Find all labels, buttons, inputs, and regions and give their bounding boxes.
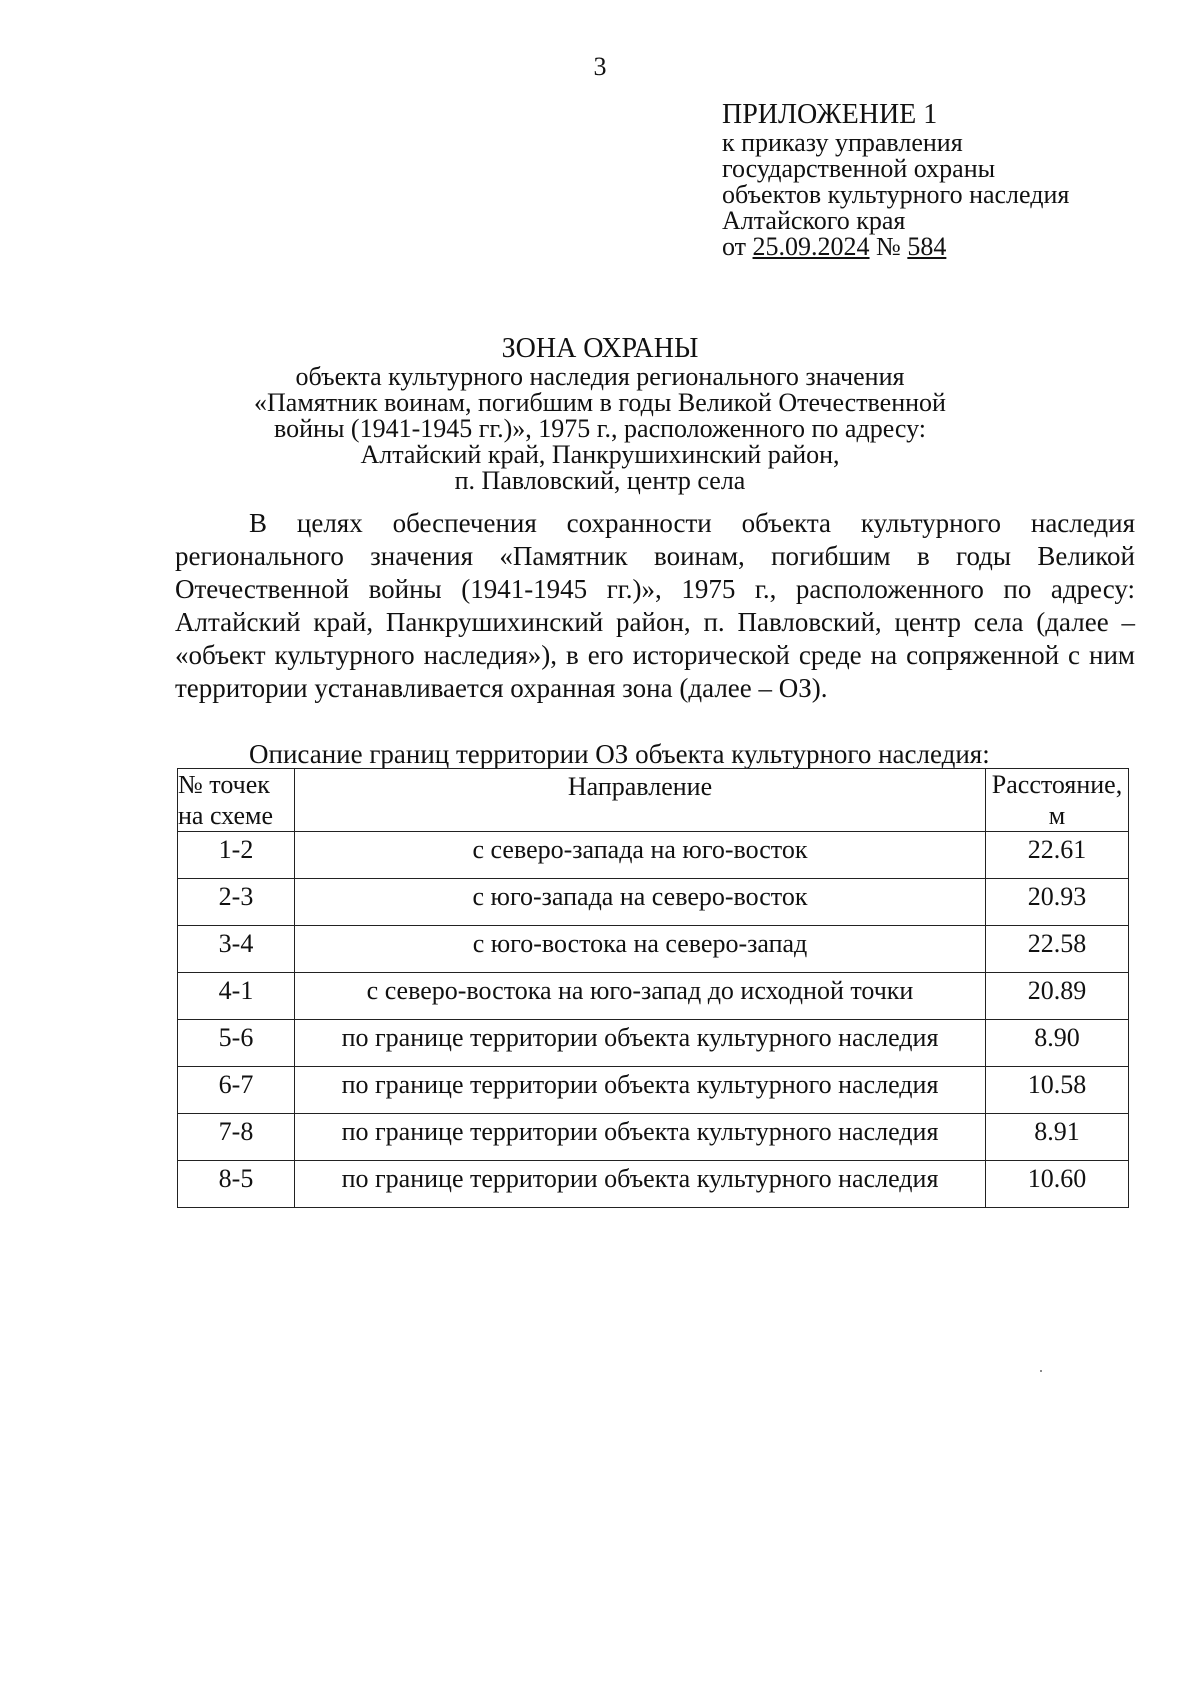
table-caption: Описание границ территории ОЗ объекта культурного наследия: — [249, 739, 990, 769]
order-number: 584 — [907, 232, 947, 261]
appendix-line: государственной охраны — [722, 154, 996, 183]
cell-points: 4-1 — [178, 973, 295, 1020]
document-heading — [0, 334, 1200, 494]
cell-direction: с юго-востока на северо-запад — [295, 926, 986, 973]
page-number: 3 — [593, 52, 607, 81]
cell-points: 1-2 — [178, 832, 295, 879]
appendix-title: ПРИЛОЖЕНИЕ 1 — [722, 99, 938, 130]
cell-direction: с северо-запада на юго-восток — [295, 832, 986, 879]
cell-points: 3-4 — [178, 926, 295, 973]
cell-direction: по границе территории объекта культурного наследия — [295, 1020, 986, 1067]
header-distance-line1: Расстояние, — [991, 770, 1123, 799]
cell-points: 6-7 — [178, 1067, 295, 1114]
date-prefix: от — [722, 232, 747, 261]
header-distance — [986, 769, 1129, 832]
appendix-line: Алтайского края — [722, 206, 906, 235]
table-row — [178, 973, 1129, 1020]
cell-points: 5-6 — [178, 1020, 295, 1067]
cell-distance: 8.90 — [986, 1020, 1129, 1067]
appendix-line: к приказу управления — [722, 128, 963, 157]
cell-distance: 20.89 — [986, 973, 1129, 1020]
order-date: 25.09.2024 — [752, 232, 870, 261]
header-direction: Направление — [295, 769, 986, 832]
scan-speck — [1040, 1370, 1042, 1372]
cell-distance: 10.58 — [986, 1067, 1129, 1114]
cell-direction: по границе территории объекта культурного наследия — [295, 1161, 986, 1208]
cell-points: 2-3 — [178, 879, 295, 926]
table-row — [178, 832, 1129, 879]
appendix-header — [722, 100, 1069, 260]
cell-distance: 22.61 — [986, 832, 1129, 879]
cell-direction: с юго-запада на северо-восток — [295, 879, 986, 926]
cell-direction: с северо-востока на юго-запад до исходной точки — [295, 973, 986, 1020]
table-row — [178, 1114, 1129, 1161]
cell-points: 8-5 — [178, 1161, 295, 1208]
header-points-line2: на схеме — [178, 801, 274, 830]
document-title: ЗОНА ОХРАНЫ — [501, 333, 699, 364]
header-points — [178, 769, 295, 832]
header-distance-line2: м — [1048, 801, 1066, 830]
table-row — [178, 879, 1129, 926]
appendix-order-line — [722, 234, 1069, 260]
appendix-line: объектов культурного наследия — [722, 180, 1070, 209]
cell-direction: по границе территории объекта культурного наследия — [295, 1114, 986, 1161]
table-row — [178, 1020, 1129, 1067]
document-subtitle-line: Алтайский край, Панкрушихинский район, — [360, 440, 840, 469]
table-row — [178, 1067, 1129, 1114]
cell-points: 7-8 — [178, 1114, 295, 1161]
header-points-line1: № точек — [178, 770, 270, 799]
number-prefix: № — [876, 232, 901, 261]
cell-distance: 10.60 — [986, 1161, 1129, 1208]
document-subtitle-line: п. Павловский, центр села — [454, 466, 746, 495]
boundary-table — [177, 768, 1129, 1208]
table-row — [178, 1161, 1129, 1208]
cell-distance: 8.91 — [986, 1114, 1129, 1161]
cell-direction: по границе территории объекта культурного наследия — [295, 1067, 986, 1114]
document-subtitle-line: объекта культурного наследия регионального значения — [295, 362, 905, 391]
body-paragraph: В целях обеспечения сохранности объекта культурного наследия регионального значения «Памятник воинам, погибшим в годы Великой Отечественной войны (1941-1945 гг.)», 1975 г., расположенного по адресу: Алтайский край, Панкрушихинский район, п. Павловский, центр села (далее – «объект культурного наследия»), в его исторической среде на сопряженной с ним территории устанавливается охранная зона (далее – ОЗ). — [175, 508, 1135, 703]
table-header-row — [178, 769, 1129, 832]
document-subtitle-line: «Памятник воинам, погибшим в годы Великой Отечественной — [254, 388, 946, 417]
table-row — [178, 926, 1129, 973]
cell-distance: 22.58 — [986, 926, 1129, 973]
cell-distance: 20.93 — [986, 879, 1129, 926]
document-subtitle-line: войны (1941-1945 гг.)», 1975 г., расположенного по адресу: — [274, 414, 926, 443]
